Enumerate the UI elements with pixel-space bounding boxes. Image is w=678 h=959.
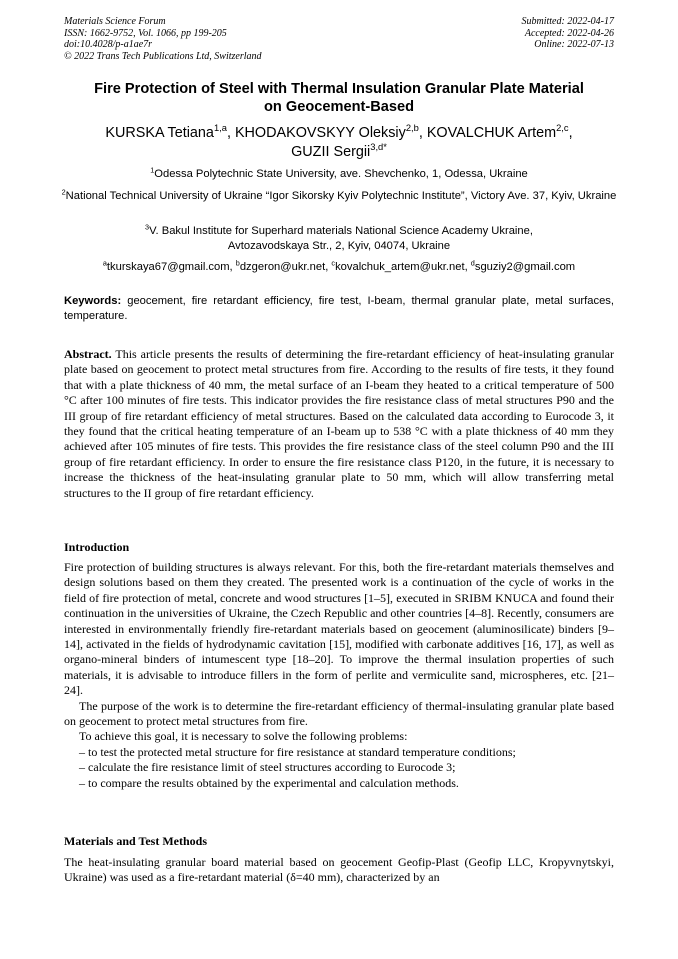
- affiliation-2: [60, 189, 618, 204]
- author-sep: ,: [418, 125, 427, 141]
- list-item: – to test the protected metal structure for fire resistance at standard temperature conditions;: [79, 744, 516, 759]
- abstract: [64, 347, 614, 501]
- introduction-heading: Introduction: [64, 540, 130, 554]
- paragraph: The heat-insulating granular board material based on geocement Geofip-Plast (Geofip LLC, Kropyvnytskyi, Ukraine) was used as a fire-retardant material (δ=40 mm), characterized by an: [64, 855, 614, 885]
- paragraph: Fire protection of building structures is always relevant. For this, both the fire-retardant materials themselves and design solutions based on them they created. The presented work is a continuation of the cycle of works in the field of fire protection of metal, concrete and wood structures [1–5], executed in SRIBM KNUCA and found their continuation in the universities of Ukraine, the Czech Republic and other countries [4–8]. Recently, consumers are interested in environmentally friendly fire-retardant materials based on geocement (aluminosilicate) binders [9–14], activated in the fields of hydrodynamic cavitation [15], modified with carbonate additives [16, 17], as well as organo-mineral binders of intumescent type [18–20]. To improve the thermal insulation properties of such materials, it is advisable to introduce fillers in the form of perlite and vermiculite sand, microspheres, etc. [21–24].: [64, 560, 614, 698]
- methods-body: [64, 855, 614, 886]
- author-sup: 3,d*: [370, 141, 387, 152]
- accepted-date: Accepted: 2022-04-26: [524, 27, 614, 39]
- author-name: GUZII Sergii: [291, 143, 371, 160]
- affiliation-sup: 1: [150, 165, 155, 175]
- affiliation-1: [60, 167, 618, 182]
- list-item: – to compare the results obtained by the experimental and calculation methods.: [79, 775, 459, 790]
- author-sep: ,: [568, 125, 573, 141]
- affiliation-sup: 3: [145, 222, 150, 232]
- abstract-text: This article presents the results of determining the fire-retardant efficiency of heat-insulating granular plate based on geocement to protect metal structures from fire. According to the results of fire tests, it they found that with a plate thickness of 40 mm, the metal surface of an I-beam they heated to a critical temperature of 500 °C after 100 minutes of fire tests. This indicator provides the fire resistance class of metal structures P90 and the III group of fire retardant efficiency of metal structures. Based on the calculated data according to Eurocode 3, it they found that the critical heating temperature of an I-beam up to 538 °C with a plate thickness of 40 mm they achieved after 105 minutes of fire tests. This provides the fire resistance class of the steel column P90 and the III group of fire retardant efficiency. In order to ensure the fire resistance class P120, in the future, it is necessary to increase the thickness of the heat-insulating granular plate to 50 mm, which will allow transferring metal structures to the II group of fire retardant efficiency.: [64, 347, 614, 500]
- email-sup: a: [102, 258, 107, 268]
- author-sup: 1,a: [213, 123, 227, 134]
- issn: ISSN: 1662-9752, Vol. 1066, pp 199-205: [64, 27, 227, 39]
- email: dzgeron@ukr.net,: [239, 261, 332, 273]
- email-list: [60, 260, 618, 275]
- affiliation-text: National Technical University of Ukraine “Igor Sikorsky Kyiv Polytechnic Institute”, Victory Ave. 37, Kyiv, Ukraine: [65, 190, 617, 202]
- abstract-label: Abstract.: [64, 347, 112, 361]
- email: tkurskaya67@gmail.com,: [106, 261, 236, 273]
- email-sup: c: [331, 258, 336, 268]
- methods-heading: Materials and Test Methods: [64, 834, 208, 848]
- email: sguziy2@gmail.com: [474, 261, 576, 273]
- author-list: [50, 124, 628, 161]
- journal-info: [64, 16, 262, 62]
- title-line-1: Fire Protection of Steel with Thermal Insulation Granular Plate Material: [94, 81, 584, 97]
- journal-name: Materials Science Forum: [64, 16, 166, 27]
- author-name: KURSKA Tetiana: [105, 125, 214, 141]
- doi: doi:10.4028/p-a1ae7r: [64, 39, 153, 51]
- author-sep: ,: [226, 125, 235, 141]
- publication-dates: [522, 16, 615, 51]
- submitted-date: Submitted: 2022-04-17: [521, 16, 614, 27]
- keywords: [64, 294, 614, 325]
- list-item: – calculate the fire resistance limit of steel structures according to Eurocode 3;: [79, 760, 456, 775]
- paper-title: [50, 80, 628, 116]
- affiliation-text: Odessa Polytechnic State University, ave. Shevchenko, 1, Odessa, Ukraine: [154, 168, 528, 180]
- affiliation-text: V. Bakul Institute for Superhard materials National Science Academy Ukraine,: [149, 225, 533, 237]
- email-sup: d: [470, 258, 475, 268]
- author-sup: 2,b: [405, 123, 419, 134]
- email-sup: b: [235, 258, 240, 268]
- keywords-label: Keywords:: [64, 295, 122, 307]
- title-line-2: on Geocement-Based: [263, 99, 415, 115]
- paragraph: The purpose of the work is to determine the fire-retardant efficiency of thermal-insulating granular plate based on geocement to protect metal structures from fire.: [64, 698, 614, 729]
- author-name: KOVALCHUK Artem: [426, 125, 557, 141]
- copyright: © 2022 Trans Tech Publications Ltd, Switzerland: [64, 50, 262, 62]
- email: kovalchuk_artem@ukr.net,: [335, 261, 471, 273]
- online-date: Online: 2022-07-13: [534, 39, 614, 51]
- affiliation-text: Avtozavodskaya Str., 2, Kyiv, 04074, Ukraine: [227, 240, 451, 252]
- author-name: KHODAKOVSKYY Oleksiy: [234, 125, 406, 141]
- affiliation-sup: 2: [61, 187, 66, 197]
- paragraph: To achieve this goal, it is necessary to solve the following problems:: [79, 729, 408, 744]
- keywords-text: geocement, fire retardant efficiency, fire test, I-beam, thermal granular plate, metal surfaces, temperature.: [64, 295, 614, 323]
- author-sup: 2,c: [556, 123, 569, 134]
- introduction-body: [64, 560, 614, 791]
- affiliation-3: [60, 224, 618, 254]
